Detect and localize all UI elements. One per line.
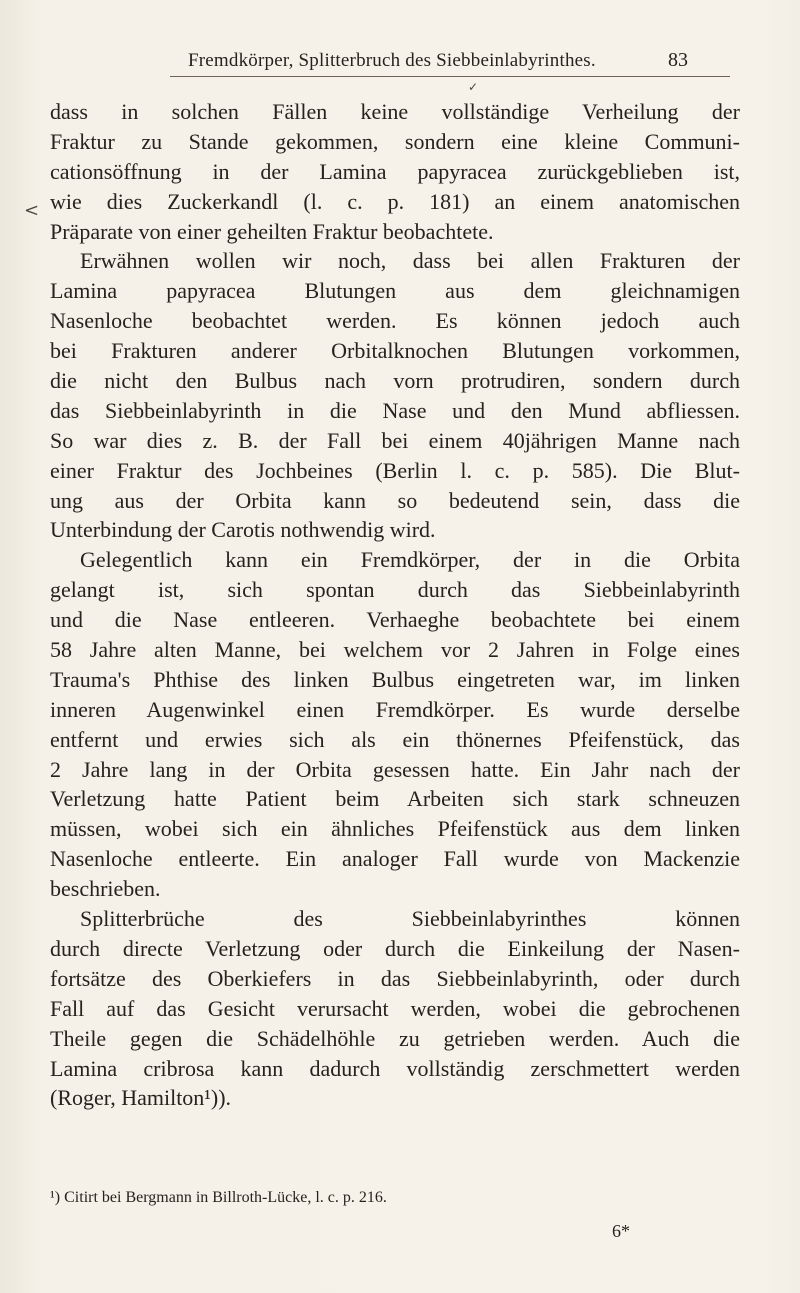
text-line: Theile gegen die Schädelhöhle zu getrieben werden. Auch die	[50, 1025, 740, 1051]
text-line: So war dies z. B. der Fall bei einem 40jährigen Manne nach	[50, 427, 740, 453]
text-line: inneren Augenwinkel einen Fremdkörper. Es wurde derselbe	[50, 696, 740, 722]
text-line: das Siebbeinlabyrinth in die Nase und den Mund abfliessen.	[50, 397, 740, 423]
text-line: cationsöffnung in der Lamina papyracea zurückgeblieben ist,	[50, 158, 740, 184]
signature-mark: 6*	[612, 1221, 630, 1241]
text-line: gelangt ist, sich spontan durch das Siebbeinlabyrinth	[50, 577, 740, 603]
text-line: Fall auf das Gesicht verursacht werden, wobei die gebrochenen	[50, 995, 740, 1021]
text-line: Lamina papyracea Blutungen aus dem gleichnamigen	[50, 278, 740, 304]
body-text	[50, 97, 740, 1113]
text-line: Unterbindung der Carotis nothwendig wird.	[50, 517, 436, 543]
text-line: Gelegentlich kann ein Fremdkörper, der in die Orbita	[80, 547, 740, 573]
text-line: und die Nase entleeren. Verhaeghe beobachtete bei einem	[50, 607, 740, 633]
text-line: Lamina cribrosa kann dadurch vollständig zerschmettert werden	[50, 1055, 740, 1081]
text-line: Erwähnen wollen wir noch, dass bei allen Frakturen der	[80, 248, 740, 274]
text-line: Trauma's Phthise des linken Bulbus eingetreten war, im linken	[50, 666, 740, 692]
text-line: müssen, wobei sich ein ähnliches Pfeifenstück aus dem linken	[50, 816, 740, 842]
text-line: 2 Jahre lang in der Orbita gesessen hatte. Ein Jahr nach der	[50, 756, 740, 782]
margin-mark: <	[24, 200, 40, 221]
text-line: beschrieben.	[50, 876, 161, 902]
text-line: Fraktur zu Stande gekommen, sondern eine kleine Communi-	[50, 128, 740, 154]
text-line: (Roger, Hamilton¹)).	[50, 1085, 232, 1111]
text-line: ung aus der Orbita kann so bedeutend sein, dass die	[50, 487, 740, 513]
text-line: bei Frakturen anderer Orbitalknochen Blutungen vorkommen,	[50, 338, 740, 364]
footnote: ¹) Citirt bei Bergmann in Billroth-Lücke, l. c. p. 216.	[50, 1189, 387, 1206]
page-header	[0, 0, 800, 80]
text-line: die nicht den Bulbus nach vorn protrudiren, sondern durch	[50, 368, 740, 394]
text-line: Nasenloche entleerte. Ein analoger Fall wurde von Mackenzie	[50, 846, 740, 872]
running-title: Fremdkörper, Splitterbruch des Siebbeinlabyrinthes.	[188, 50, 596, 71]
text-line: Verletzung hatte Patient beim Arbeiten sich stark schneuzen	[50, 786, 740, 812]
text-line: dass in solchen Fällen keine vollständige Verheilung der	[50, 99, 740, 124]
text-line: einer Fraktur des Jochbeines (Berlin l. c. p. 585). Die Blut-	[50, 457, 740, 483]
text-line: Präparate von einer geheilten Fraktur beobachtete.	[50, 218, 494, 244]
text-line: wie dies Zuckerkandl (l. c. p. 181) an einem anatomischen	[50, 188, 740, 214]
page-number: 83	[668, 49, 688, 71]
text-line: durch directe Verletzung oder durch die Einkeilung der Nasen-	[50, 935, 740, 961]
header-rule	[170, 76, 730, 77]
text-line: entfernt und erwies sich als ein thönernes Pfeifenstück, das	[50, 726, 740, 752]
text-line: fortsätze des Oberkiefers in das Siebbeinlabyrinth, oder durch	[50, 965, 740, 991]
text-line: Splitterbrüche des Siebbeinlabyrinthes können	[80, 906, 740, 932]
text-line: 58 Jahre alten Manne, bei welchem vor 2 Jahren in Folge eines	[50, 637, 740, 663]
pencil-tick-mark: ✓	[468, 80, 479, 94]
text-line: Nasenloche beobachtet werden. Es können jedoch auch	[50, 308, 740, 334]
